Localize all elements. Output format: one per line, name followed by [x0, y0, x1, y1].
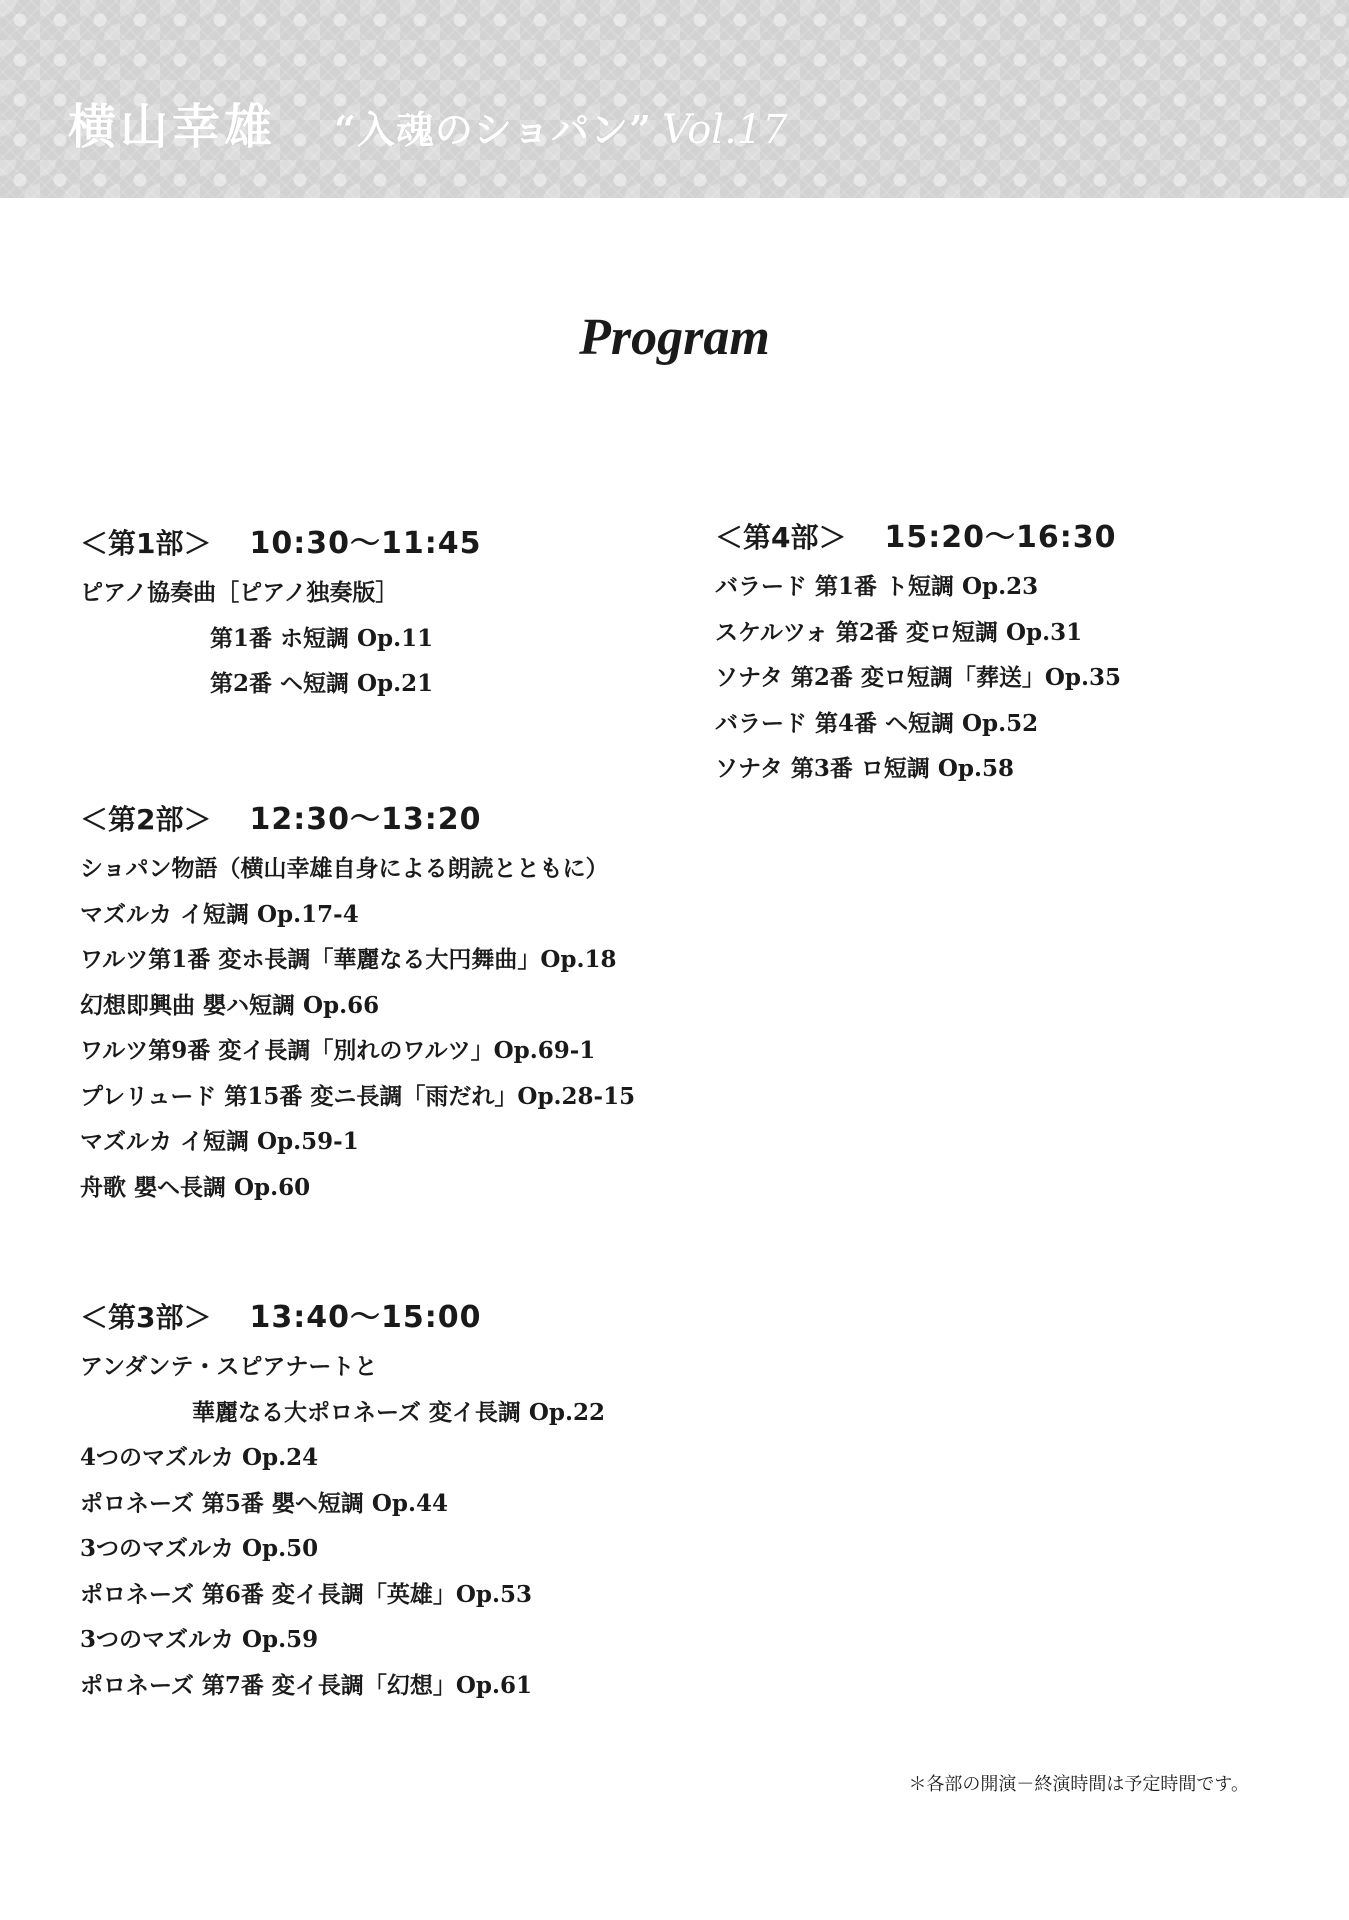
series-title: “入魂のショパン”	[334, 107, 652, 152]
program-item: 華麗なる大ポロネーズ 変イ長調 Op.22	[192, 1398, 605, 1426]
page-title: Program	[579, 309, 770, 366]
program-item: バラード 第4番 ヘ短調 Op.52	[715, 709, 1039, 737]
banner-title	[68, 88, 788, 155]
section-part-1	[80, 518, 481, 707]
program-item: 幻想即興曲 嬰ハ短調 Op.66	[80, 991, 380, 1019]
program-item: ソナタ 第2番 変ロ短調「葬送」Op.35	[715, 664, 1121, 691]
section-time: 15:20〜16:30	[884, 520, 1117, 555]
volume-number: Vol.17	[661, 107, 788, 153]
performer-name: 横山幸雄	[68, 99, 277, 155]
program-item: ピアノ協奏曲［ピアノ独奏版］	[80, 579, 399, 606]
program-item: ポロネーズ 第5番 嬰ヘ短調 Op.44	[80, 1489, 449, 1517]
section-part-4	[715, 512, 1121, 792]
program-item: ソナタ 第3番 ロ短調 Op.58	[715, 755, 1015, 782]
program-item: バラード 第1番 ト短調 Op.23	[715, 573, 1039, 600]
section-header	[715, 512, 1121, 556]
program-item: 舟歌 嬰ヘ長調 Op.60	[80, 1173, 311, 1201]
program-item: マズルカ イ短調 Op.59-1	[80, 1128, 359, 1155]
program-item: 4つのマズルカ Op.24	[80, 1444, 319, 1471]
program-item: 第1番 ホ短調 Op.11	[210, 624, 434, 652]
section-header	[80, 1292, 605, 1336]
program-item: ポロネーズ 第7番 変イ長調「幻想」Op.61	[80, 1671, 532, 1699]
section-time: 10:30〜11:45	[249, 526, 482, 561]
program-item: ショパン物語（横山幸雄自身による朗読とともに）	[80, 855, 609, 882]
footnote: ＊各部の開演－終演時間は予定時間です。	[908, 1774, 1249, 1795]
section-part-3	[80, 1292, 605, 1708]
section-label: ＜第2部＞	[80, 803, 212, 836]
section-time: 13:40〜15:00	[249, 1300, 482, 1335]
section-header	[80, 794, 635, 838]
section-label: ＜第4部＞	[715, 521, 847, 554]
program-item: 第2番 ヘ短調 Op.21	[210, 670, 434, 697]
program-item: アンダンテ・スピアナートと	[80, 1353, 378, 1380]
section-label: ＜第3部＞	[80, 1301, 212, 1334]
program-item: 3つのマズルカ Op.59	[80, 1626, 319, 1653]
program-item: スケルツォ 第2番 変ロ短調 Op.31	[715, 618, 1083, 646]
program-item: 3つのマズルカ Op.50	[80, 1535, 319, 1562]
program-item: ワルツ第1番 変ホ長調「華麗なる大円舞曲」Op.18	[80, 946, 617, 973]
section-label: ＜第1部＞	[80, 527, 212, 560]
program-item: プレリュード 第15番 変ニ長調「雨だれ」Op.28-15	[80, 1082, 636, 1110]
section-header	[80, 518, 481, 562]
section-time: 12:30〜13:20	[249, 802, 482, 837]
header-banner	[0, 0, 1349, 198]
section-part-2	[80, 794, 635, 1210]
program-item: ワルツ第9番 変イ長調「別れのワルツ」Op.69-1	[80, 1037, 596, 1064]
program-item: ポロネーズ 第6番 変イ長調「英雄」Op.53	[80, 1580, 532, 1608]
program-item: マズルカ イ短調 Op.17-4	[80, 900, 359, 928]
